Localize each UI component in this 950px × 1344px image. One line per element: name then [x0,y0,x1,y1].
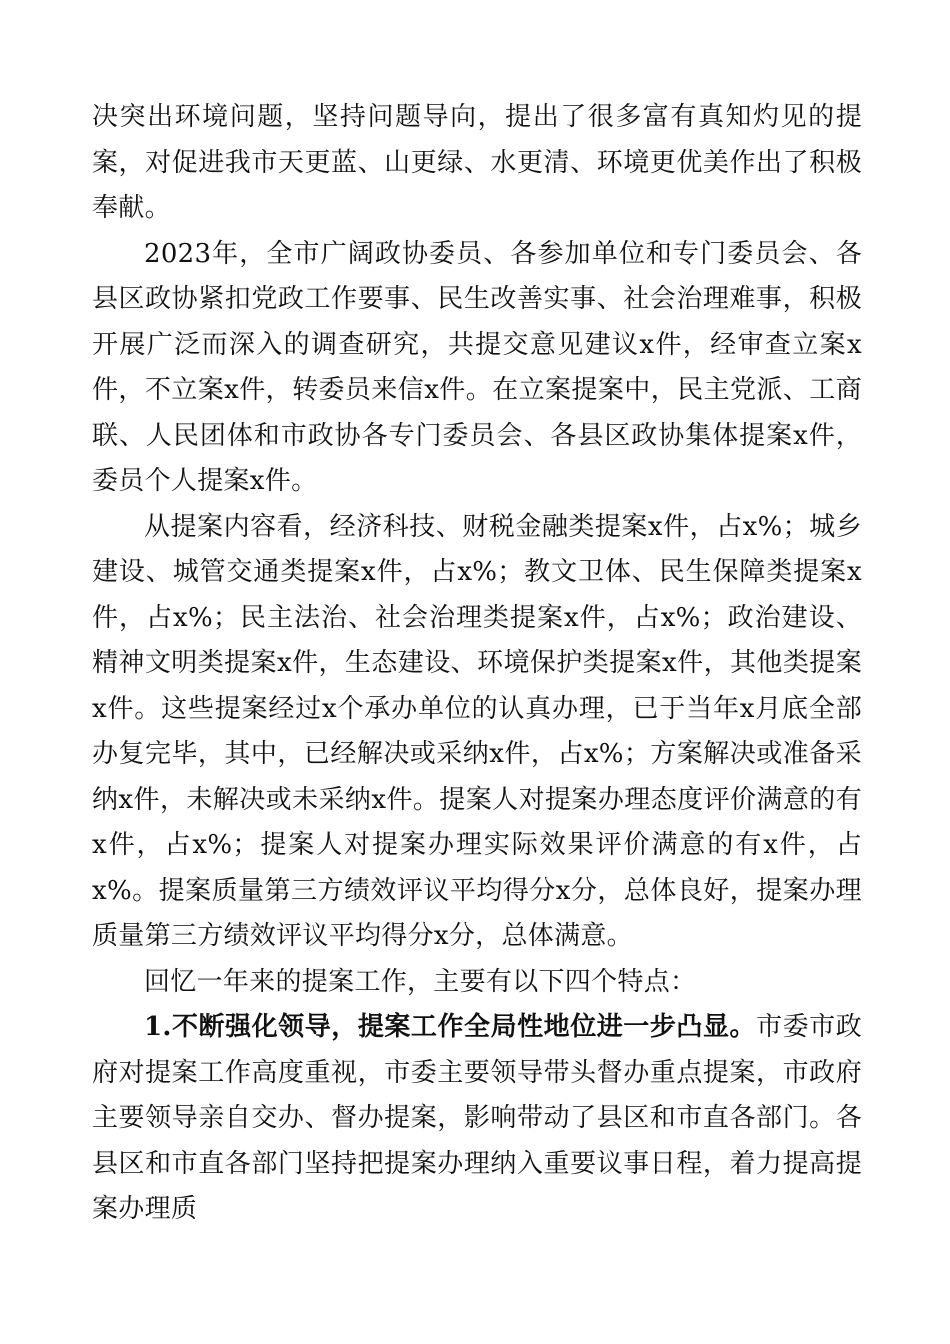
paragraph-four-features-intro [92,960,862,1006]
paragraph-2023-overview [92,232,862,505]
paragraph-text: 2023年，全市广阔政协委员、各参加单位和专门委员会、各县区政协紧扣党政工作要事、民生改善实事、社会治理难事，积极开展广泛而深入的调查研究，共提交意见建议x件，经审查立案x件，不立案x件，转委员来信x件。在立案提案中，民主党派、工商联、人民团体和市政协各专门委员会、各县区政协集体提案x件，委员个人提案x件。 [92,238,862,496]
paragraph-text: 决突出环境问题，坚持问题导向，提出了很多富有真知灼见的提案，对促进我市天更蓝、山更绿、水更清、环境更优美作出了积极奉献。 [92,102,862,223]
paragraph-environment-contribution [92,95,862,232]
feature-one-heading: 1.不断强化领导，提案工作全局性地位进一步凸显。 [144,1012,757,1042]
paragraph-proposal-content [92,505,862,960]
document-body [92,95,862,1233]
paragraph-text: 从提案内容看，经济科技、财税金融类提案x件，占x%；城乡建设、城管交通类提案x件，占x%；教文卫体、民生保障类提案x件，占x%；民主法治、社会治理类提案x件，占x%；政治建设、精神文明类提案x件，生态建设、环境保护类提案x件，其他类提案x件。这些提案经过x个承办单位的认真办理，已于当年x月底全部办复完毕，其中，已经解决或采纳x件，占x%；方案解决或准备采纳x件，未解决或未采纳x件。提案人对提案办理态度评价满意的有x件，占x%；提案人对提案办理实际效果评价满意的有x件，占x%。提案质量第三方绩效评议平均得分x分，总体良好，提案办理质量第三方绩效评议平均得分x分，总体满意。 [92,511,862,951]
paragraph-feature-one [92,1005,862,1233]
paragraph-text: 回忆一年来的提案工作，主要有以下四个特点： [144,966,697,997]
paragraph-text: 市委市政府对提案工作高度重视，市委主要领导带头督办重点提案，市政府主要领导亲自交办、督办提案，影响带动了县区和市直各部门。各县区和市直各部门坚持把提案办理纳入重要议事日程，着力提高提案办理质 [92,1012,863,1224]
